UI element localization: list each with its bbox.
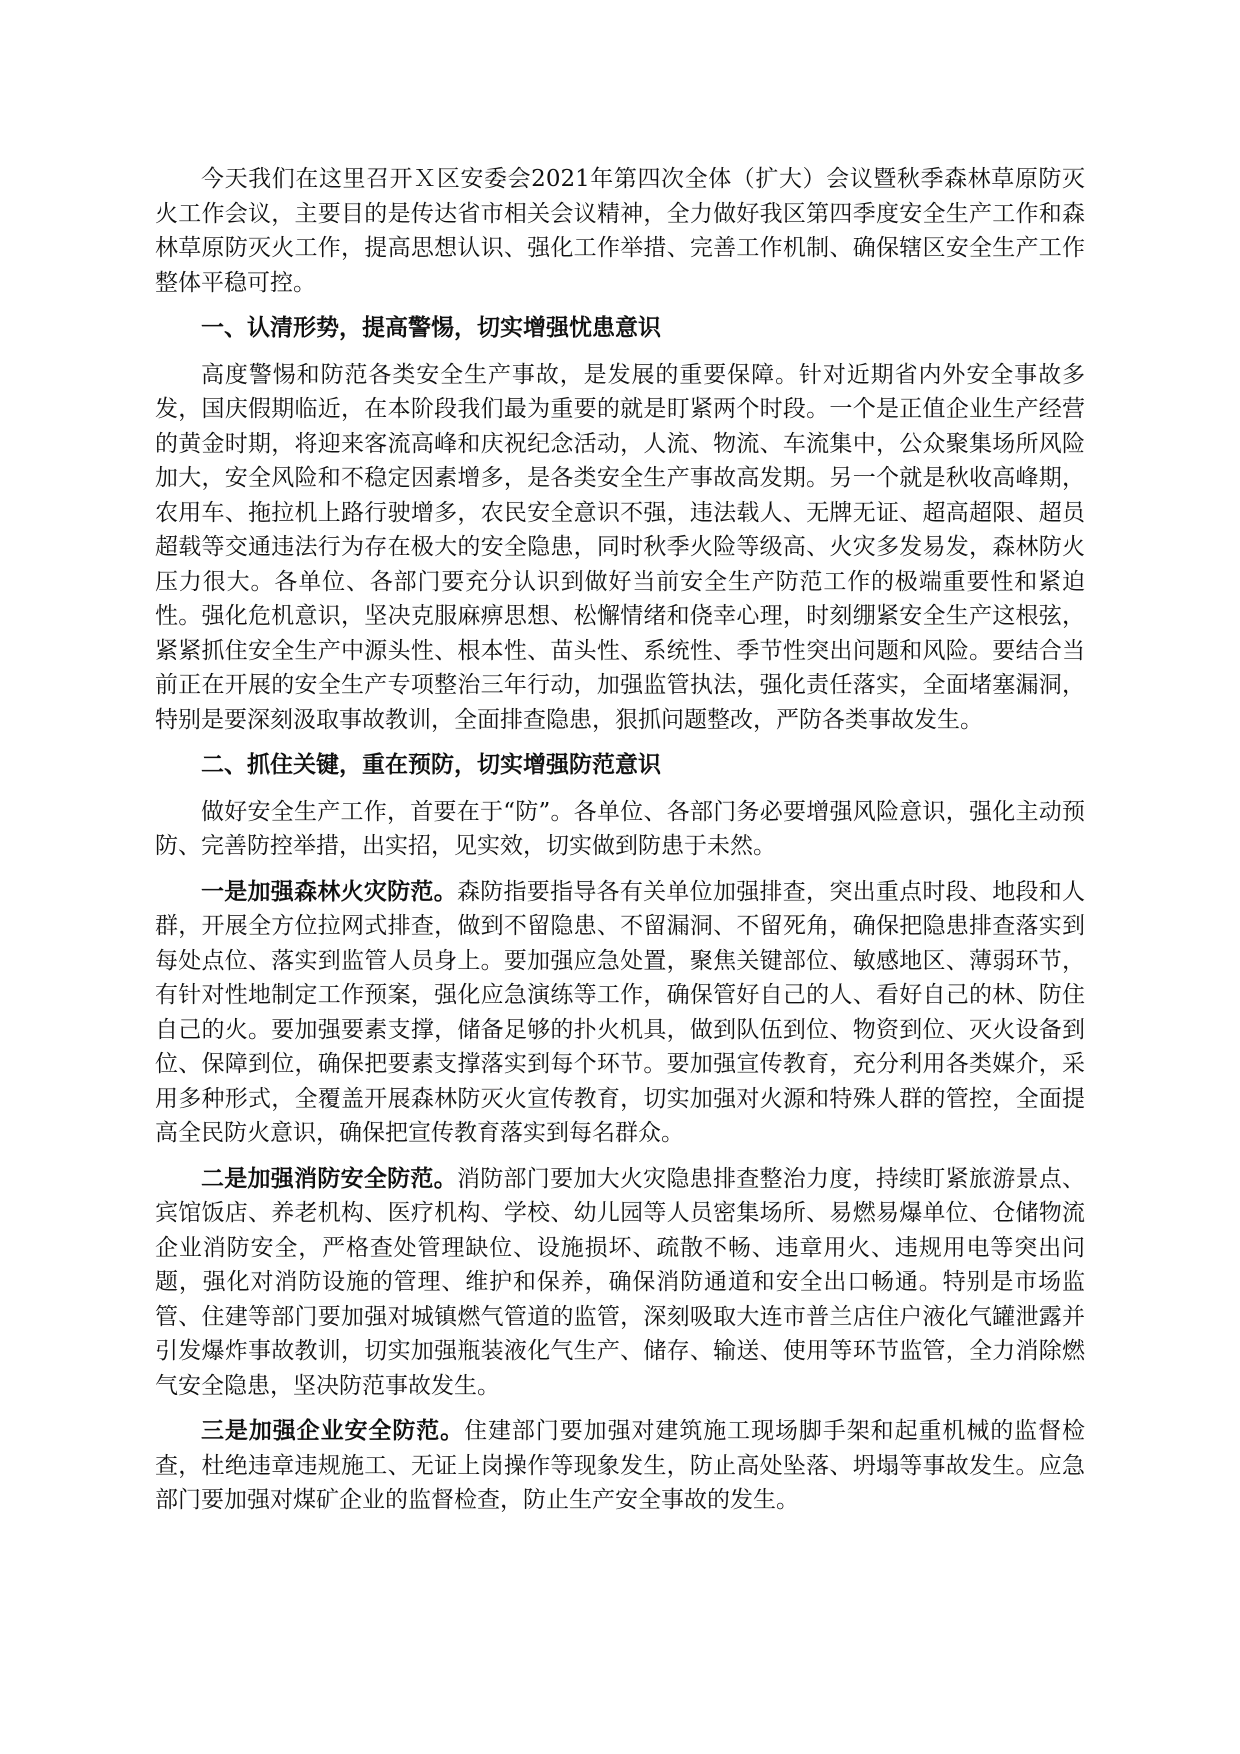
item-1-text: 森防指要指导各有关单位加强排查，突出重点时段、地段和人群，开展全方位拉网式排查，做到不留隐患、不留漏洞、不留死角，确保把隐患排查落实到每处点位、落实到监管人员身上。要加强应急处置，聚焦关键部位、敏感地区、薄弱环节，有针对性地制定工作预案，强化应急演练等工作，确保管好自己的人、看好自己的林、防住自己的火。要加强要素支撑，储备足够的扑火机具，做到队伍到位、物资到位、灭火设备到位、保障到位，确保把要素支撑落实到每个环节。要加强宣传教育，充分利用各类媒介，采用多种形式，全覆盖开展森林防灭火宣传教育，切实加强对火源和特殊人群的管控，全面提高全民防火意识，确保把宣传教育落实到每名群众。 <box>155 878 1086 1146</box>
document-body <box>155 162 1085 1529</box>
section-heading-2: 二、抓住关键，重在预防，切实增强防范意识 <box>201 752 661 778</box>
section-1-paragraph: 高度警惕和防范各类安全生产事故，是发展的重要保障。针对近期省内外安全事故多发，国庆假期临近，在本阶段我们最为重要的就是盯紧两个时段。一个是正值企业生产经营的黄金时期，将迎来客流高峰和庆祝纪念活动，人流、物流、车流集中，公众聚集场所风险加大，安全风险和不稳定因素增多，是各类安全生产事故高发期。另一个就是秋收高峰期，农用车、拖拉机上路行驶增多，农民安全意识不强，违法载人、无牌无证、超高超限、超员超载等交通违法行为存在极大的安全隐患，同时秋季火险等级高、火灾多发易发，森林防火压力很大。各单位、各部门要充分认识到做好当前安全生产防范工作的极端重要性和紧迫性。强化危机意识，坚决克服麻痹思想、松懈情绪和侥幸心理，时刻绷紧安全生产这根弦，紧紧抓住安全生产中源头性、根本性、苗头性、系统性、季节性突出问题和风险。要结合当前正在开展的安全生产专项整治三年行动，加强监管执法，强化责任落实，全面堵塞漏洞，特别是要深刻汲取事故教训，全面排查隐患，狠抓问题整改，严防各类事故发生。 <box>155 361 1085 733</box>
section-2-intro-paragraph: 做好安全生产工作，首要在于“防”。各单位、各部门务必要增强风险意识，强化主动预防、完善防控举措，出实招，见实效，切实做到防患于未然。 <box>155 798 1085 859</box>
item-1-paragraph <box>155 875 1085 1151</box>
item-2-text: 消防部门要加大火灾隐患排查整治力度，持续盯紧旅游景点、宾馆饭店、养老机构、医疗机构、学校、幼儿园等人员密集场所、易燃易爆单位、仓储物流企业消防安全，严格查处管理缺位、设施损坏、疏散不畅、违章用火、违规用电等突出问题，强化对消防设施的管理、维护和保养，确保消防通道和安全出口畅通。特别是市场监管、住建等部门要加强对城镇燃气管道的监管，深刻吸取大连市普兰店住户液化气罐泄露并引发爆炸事故教训，切实加强瓶装液化气生产、储存、输送、使用等环节监管，全力消除燃气安全隐患，坚决防范事故发生。 <box>155 1165 1086 1399</box>
item-2-lead: 二是加强消防安全防范。 <box>201 1165 457 1192</box>
item-2-paragraph <box>155 1162 1085 1404</box>
item-1-lead: 一是加强森林火灾防范。 <box>201 878 457 905</box>
intro-paragraph: 今天我们在这里召开Ｘ区安委会2021年第四次全体（扩大）会议暨秋季森林草原防灭火工作会议，主要目的是传达省市相关会议精神，全力做好我区第四季度安全生产工作和森林草原防灭火工作，提高思想认识、强化工作举措、完善工作机制、确保辖区安全生产工作整体平稳可控。 <box>155 166 1085 296</box>
item-3-text: 住建部门要加强对建筑施工现场脚手架和起重机械的监督检查，杜绝违章违规施工、无证上岗操作等现象发生，防止高处坠落、坍塌等事故发生。应急部门要加强对煤矿企业的监督检查，防止生产安全事故的发生。 <box>155 1418 1086 1513</box>
section-heading-1: 一、认清形势，提高警惕，切实增强忧患意识 <box>201 315 661 341</box>
item-3-lead: 三是加强企业安全防范。 <box>201 1418 465 1444</box>
item-3-paragraph <box>155 1414 1085 1518</box>
